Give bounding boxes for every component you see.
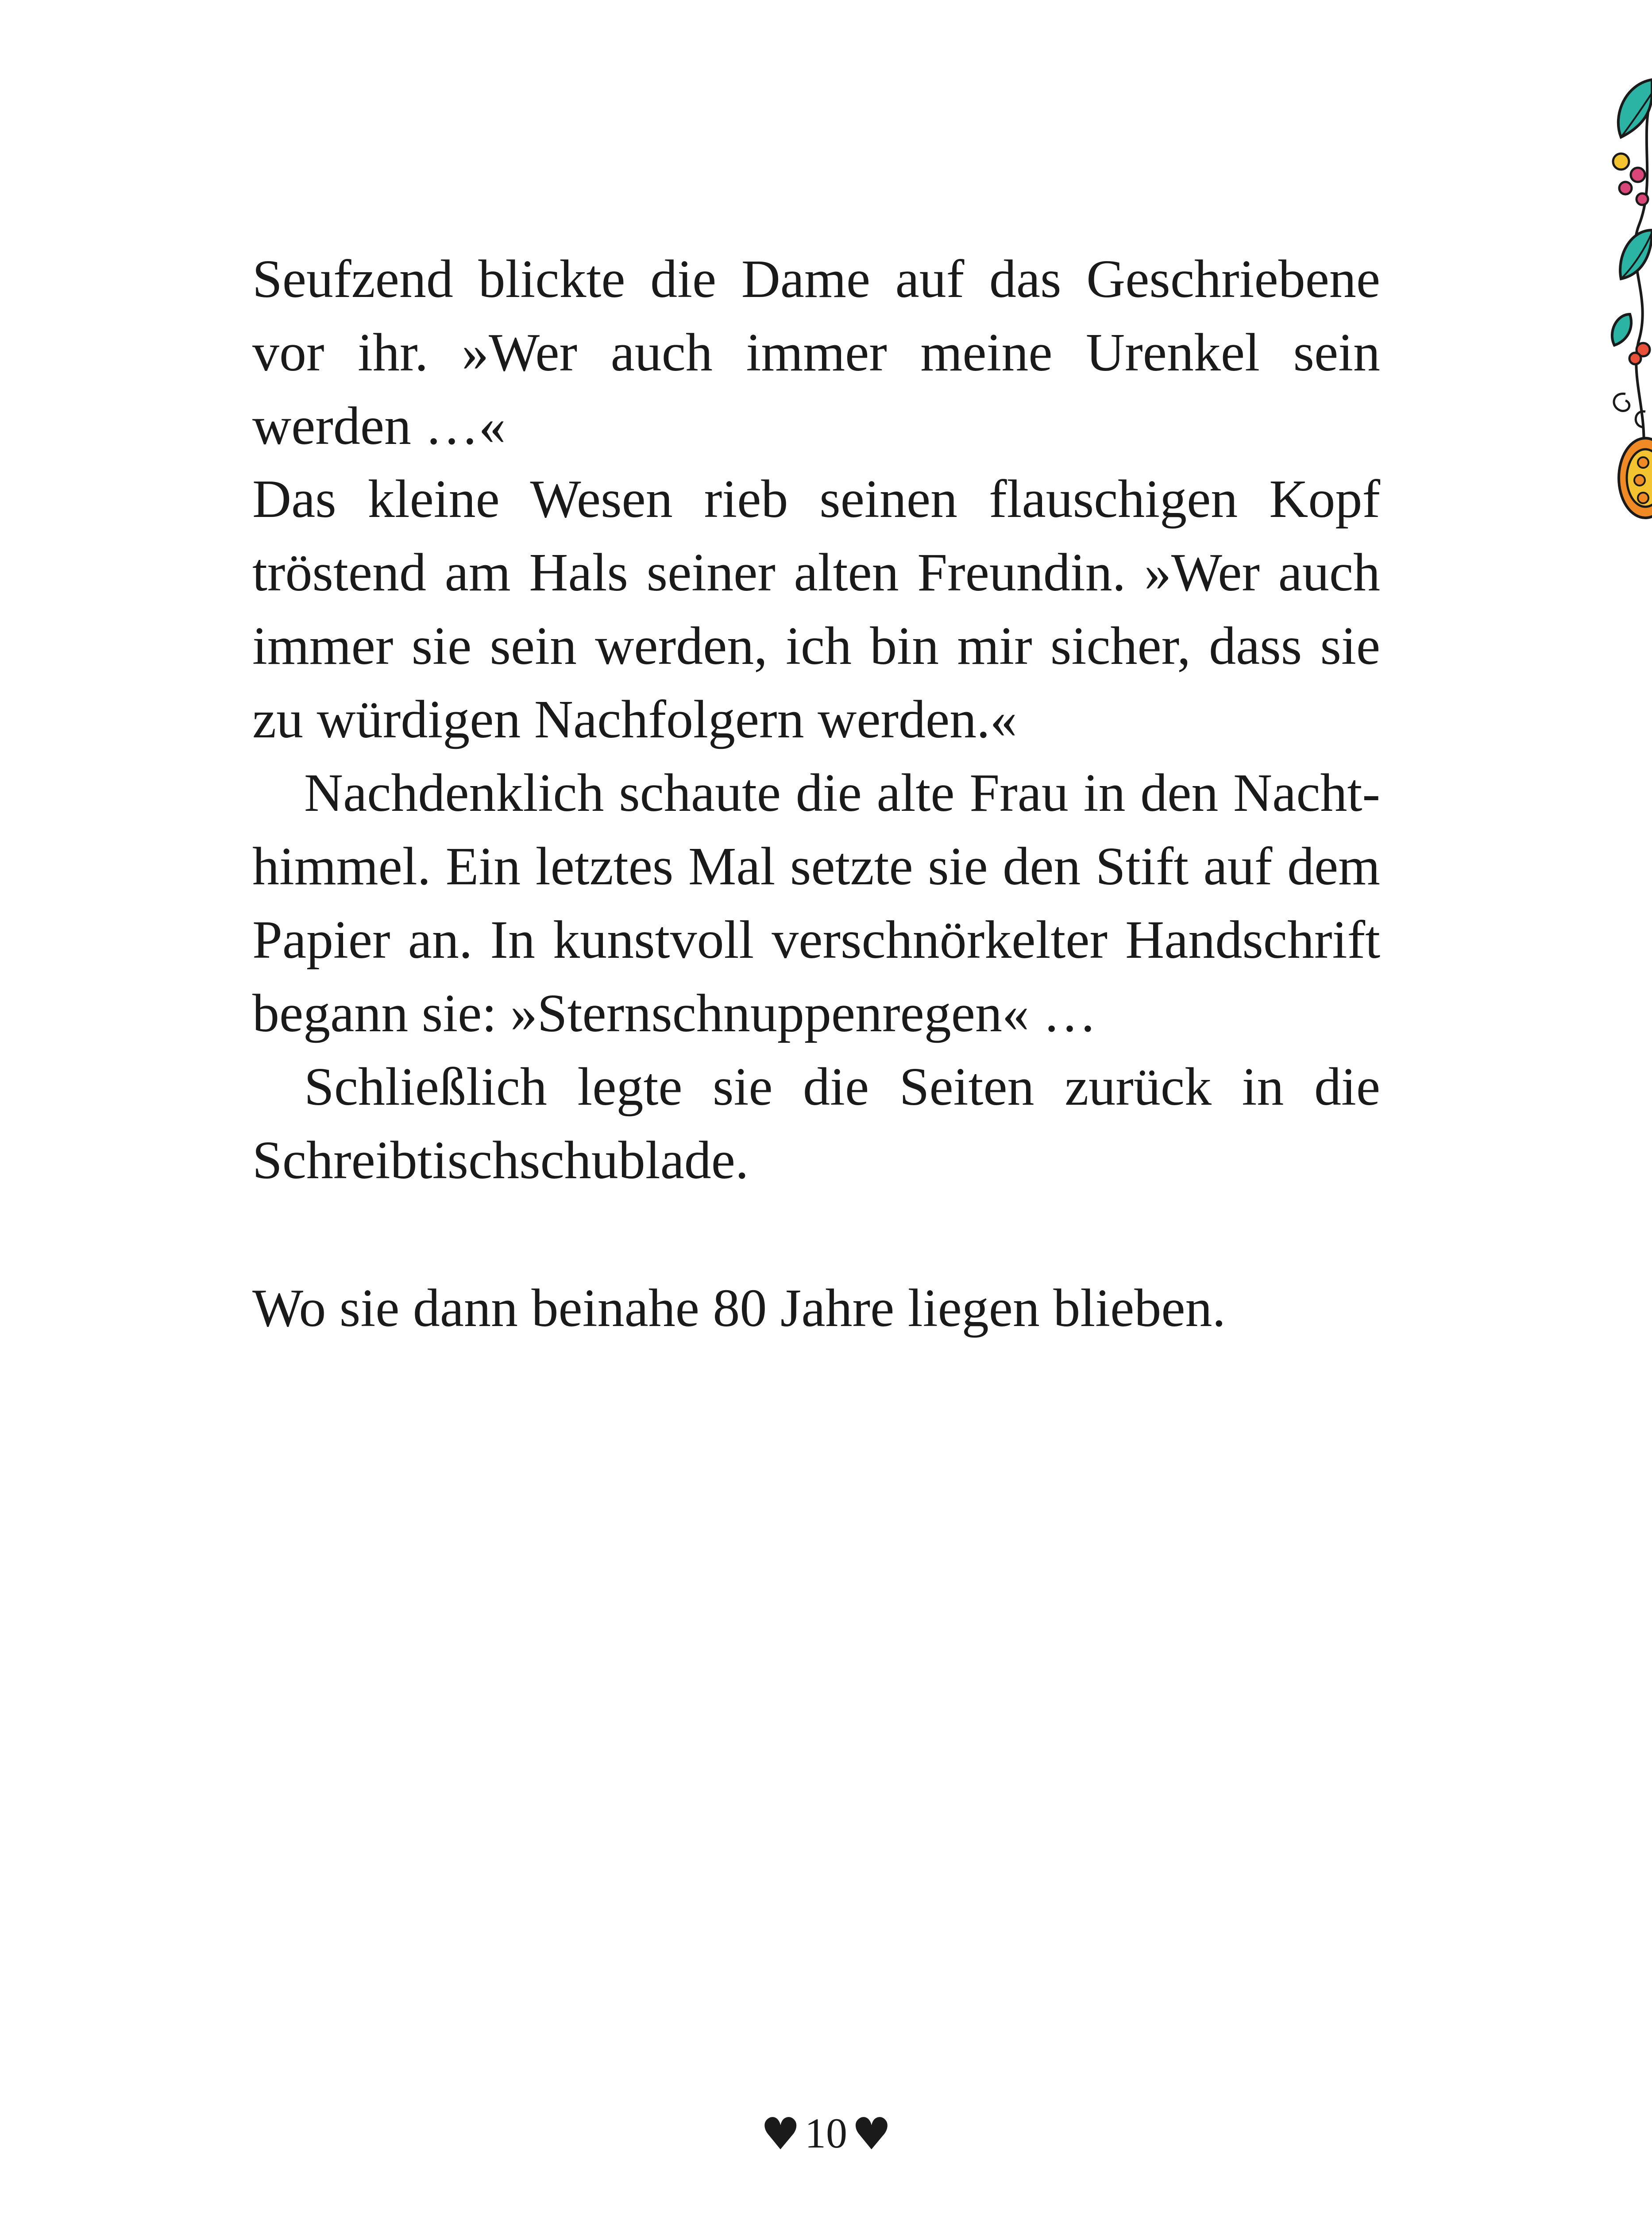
- heart-icon: ♥: [852, 2108, 892, 2160]
- text-block-main: [252, 463, 1380, 1197]
- paragraph: Das kleine Wesen rieb seinen flauschigen Kopf tröstend am Hals seiner alten Freundin. »Wer auch immer sie sein werden, ich bin mir sicher, dass sie zu würdigen Nachfolgern werden.«: [252, 469, 1380, 749]
- floral-ornament-icon: [1590, 66, 1652, 527]
- text-block-intro: [252, 243, 1380, 463]
- page-number-footer: [0, 2107, 1652, 2161]
- paragraph: Seufzend blickte die Dame auf das Geschriebene vor ihr. »Wer auch immer meine Urenkel sein werden …«: [252, 249, 1380, 456]
- paragraph: Nachdenklich schaute die alte Frau in den Nachthimmel. Ein letztes Mal setzte sie den Stift auf dem Papier an. In kunstvoll verschnörkelter Handschrift begann sie: »Sternschnuppenregen« …: [252, 763, 1380, 1043]
- heart-icon: ♥: [760, 2108, 800, 2160]
- page-number: 10: [805, 2109, 847, 2157]
- text-block-closing: [252, 1272, 1380, 1345]
- paragraph: Wo sie dann beinahe 80 Jahre liegen blieben.: [252, 1278, 1226, 1338]
- paragraph: Schließlich legte sie die Seiten zurück in die Schreibtischschublade.: [252, 1057, 1380, 1190]
